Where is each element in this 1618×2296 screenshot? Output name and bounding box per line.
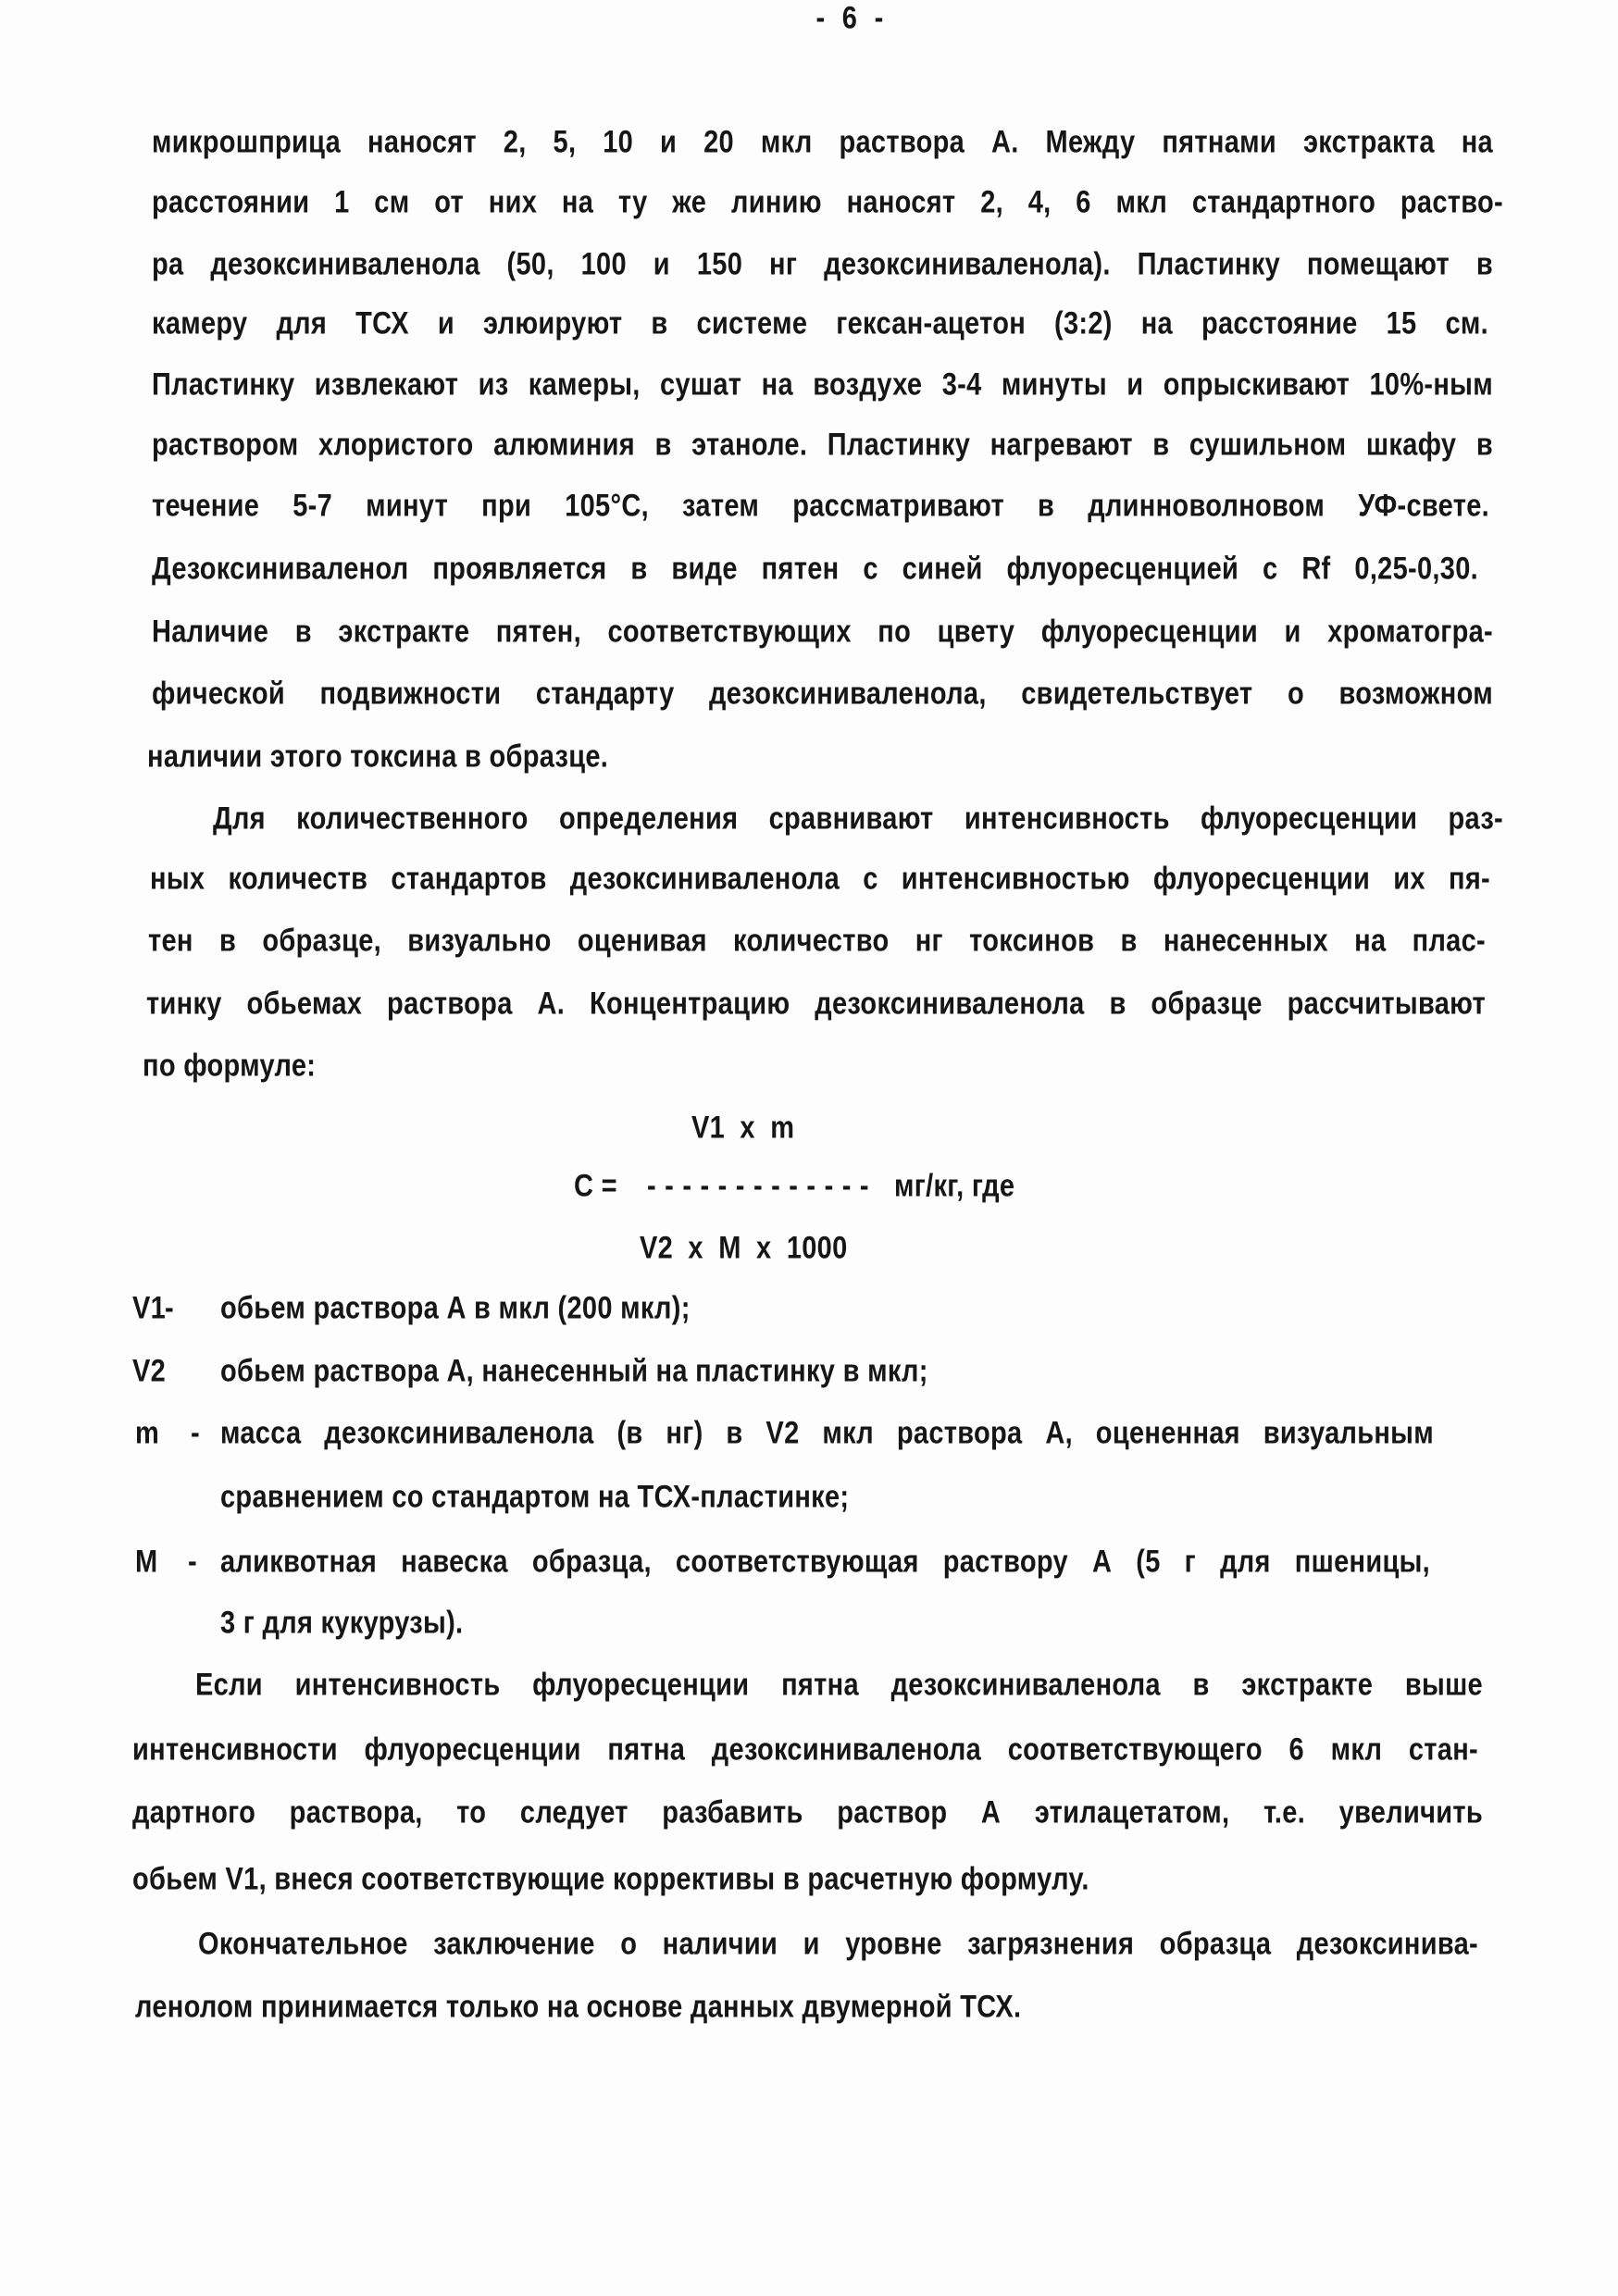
text-line: фической подвижности стандарту дезоксиниваленола, свидетельствует о возможном: [152, 676, 1493, 712]
text-line: Если интенсивность флуоресценции пятна дезоксиниваленола в экстракте выше: [195, 1668, 1483, 1703]
formula-denominator: V2 x M x 1000: [640, 1231, 848, 1266]
definition-text: сравнением со стандартом на ТСХ-пластинке;: [220, 1480, 850, 1515]
text-line: ра дезоксиниваленола (50, 100 и 150 нг дезоксиниваленола). Пластинку помещают в: [152, 247, 1493, 282]
text-line: Для количественного определения сравнивают интенсивность флуоресценции раз-: [213, 801, 1503, 837]
text-line: тен в образце, визуально оценивая количество нг токсинов в нанесенных на плас-: [148, 924, 1486, 959]
formula-numerator: V1 x m: [691, 1111, 795, 1146]
text-line: ных количеств стандартов дезоксиниваленола с интенсивностью флуоресценции их пя-: [150, 862, 1490, 897]
text-line: микрошприца наносят 2, 5, 10 и 20 мкл раствора А. Между пятнами экстракта на: [152, 125, 1493, 160]
text-line: по формуле:: [143, 1049, 317, 1084]
definition-term: V2: [132, 1354, 167, 1389]
definition-term: m: [135, 1416, 160, 1451]
text-line: интенсивности флуоресценции пятна дезоксиниваленола соответствующего 6 мкл стан-: [132, 1732, 1478, 1768]
formula-lhs: С =: [574, 1169, 617, 1204]
definition-term: V1: [132, 1291, 167, 1326]
text-line: камеру для ТСХ и элюируют в системе гексан-ацетон (3:2) на расстояние 15 см.: [152, 306, 1488, 341]
formula-fraction-bar: -------------: [647, 1169, 878, 1204]
text-line: Наличие в экстракте пятен, соответствующих по цвету флуоресценции и хроматогра-: [152, 614, 1493, 650]
definition-dash: -: [165, 1291, 174, 1326]
definition-text: масса дезоксиниваленола (в нг) в V2 мкл раствора А, оцененная визуальным: [220, 1416, 1434, 1451]
definition-text: обьем раствора А, нанесенный на пластинку в мкл;: [220, 1354, 928, 1389]
text-line: дартного раствора, то следует разбавить раствор А этилацетатом, т.е. увеличить: [132, 1795, 1483, 1831]
text-line: наличии этого токсина в образце.: [147, 739, 609, 775]
text-line: Пластинку извлекают из камеры, сушат на воздухе 3-4 минуты и опрыскивают 10%-ным: [152, 367, 1493, 403]
definition-term: M: [135, 1545, 158, 1580]
definition-text: 3 г для кукурузы).: [220, 1606, 464, 1641]
text-line: обьем V1, внеся соответствующие коррективы в расчетную формулу.: [132, 1862, 1089, 1897]
text-line: Дезоксиниваленол проявляется в виде пятен с синей флуоресценцией с Rf 0,25-0,30.: [152, 552, 1478, 587]
text-line: Окончательное заключение о наличии и уровне загрязнения образца дезоксинива-: [198, 1927, 1478, 1962]
text-line: течение 5-7 минут при 105°С, затем рассматривают в длинноволновом УФ-свете.: [152, 489, 1489, 524]
text-line: расстоянии 1 см от них на ту же линию наносят 2, 4, 6 мкл стандартного раство-: [152, 185, 1503, 220]
page-number: - 6 -: [815, 1, 884, 36]
formula-unit: мг/кг, где: [894, 1169, 1015, 1204]
text-line: раствором хлористого алюминия в этаноле. Пластинку нагревают в сушильном шкафу в: [152, 428, 1493, 463]
definition-text: обьем раствора А в мкл (200 мкл);: [220, 1291, 691, 1326]
definition-dash: -: [188, 1545, 197, 1580]
text-line: ленолом принимается только на основе данных двумерной ТСХ.: [135, 1990, 1022, 2025]
definition-dash: -: [191, 1416, 200, 1451]
definition-text: аликвотная навеска образца, соответствующая раствору А (5 г для пшеницы,: [220, 1545, 1430, 1580]
text-line: тинку обьемах раствора А. Концентрацию дезоксиниваленола в образце рассчитывают: [146, 987, 1486, 1022]
